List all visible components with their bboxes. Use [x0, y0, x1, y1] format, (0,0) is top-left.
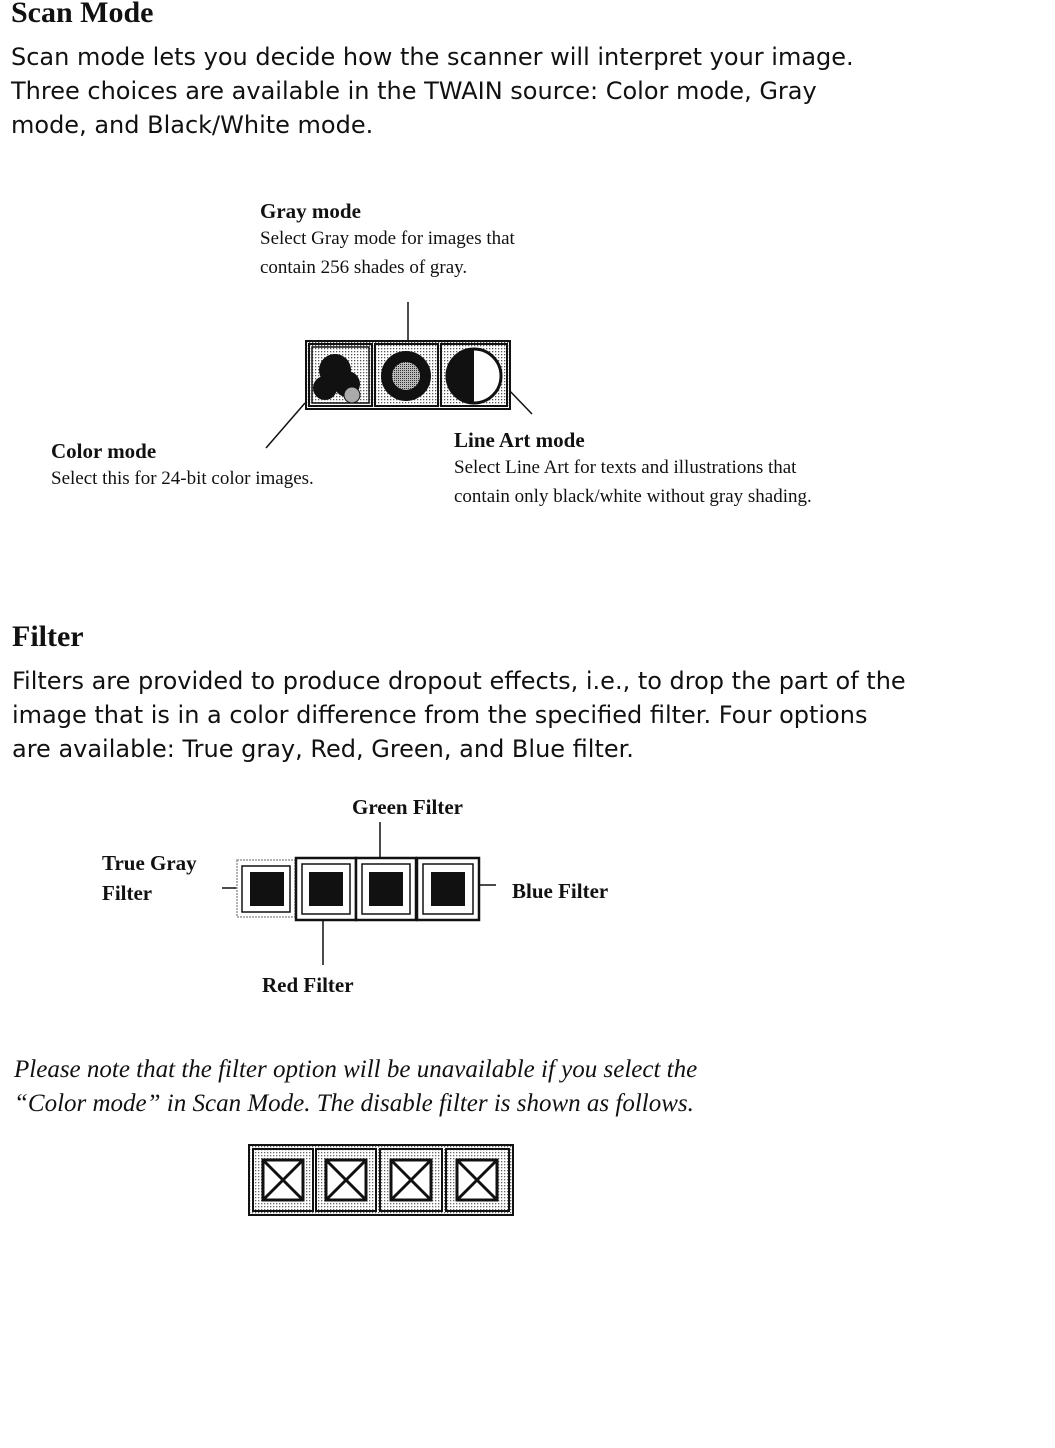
line-art-mode-leader [507, 388, 532, 414]
line-art-mode-icon[interactable] [441, 344, 507, 406]
scan-mode-line-3: mode, and Black/White mode. [11, 111, 374, 139]
disabled-filter-icon [446, 1149, 509, 1211]
scan-mode-line-1: Scan mode lets you decide how the scanner will interpret your image. [11, 43, 854, 71]
line-art-mode-desc-1: Select Line Art for texts and illustrations that [454, 457, 797, 478]
scan-mode-heading: Scan Mode [11, 0, 154, 29]
color-mode-caption [51, 438, 314, 493]
red-filter-icon[interactable] [296, 858, 356, 920]
true-gray-filter-label-line-1: True Gray [102, 851, 197, 875]
line-art-mode-caption [454, 427, 812, 511]
filter-heading: Filter [12, 620, 84, 653]
true-gray-filter-label [102, 848, 197, 908]
line-art-mode-desc-2: contain only black/white without gray shading. [454, 486, 812, 507]
blue-filter-icon[interactable] [417, 858, 479, 920]
true-gray-filter-label-line-2: Filter [102, 881, 153, 905]
gray-mode-icon[interactable] [375, 344, 438, 406]
scan-mode-paragraph [11, 40, 854, 142]
filter-note-line-2: “Color mode” in Scan Mode. The disable filter is shown as follows. [14, 1090, 694, 1117]
green-filter-icon[interactable] [356, 858, 416, 920]
filter-note-line-1: Please note that the filter option will be unavailable if you select the [14, 1056, 698, 1083]
filter-paragraph [12, 664, 906, 766]
disabled-filter-icon [380, 1149, 442, 1211]
green-filter-label: Green Filter [352, 795, 463, 819]
disabled-filter-icon [253, 1149, 313, 1211]
red-filter-label: Red Filter [262, 973, 354, 997]
filter-line-2: image that is in a color difference from the specified filter. Four options [12, 701, 868, 729]
filter-line-3: are available: True gray, Red, Green, and Blue filter. [12, 735, 634, 763]
color-mode-title: Color mode [51, 439, 157, 463]
filter-note [14, 1053, 697, 1121]
filter-line-1: Filters are provided to produce dropout effects, i.e., to drop the part of the [12, 667, 906, 695]
blue-filter-label: Blue Filter [512, 879, 609, 903]
color-mode-desc: Select this for 24-bit color images. [51, 468, 314, 489]
line-art-mode-title: Line Art mode [454, 428, 585, 452]
true-gray-filter-icon[interactable] [237, 860, 295, 917]
scan-mode-line-2: Three choices are available in the TWAIN source: Color mode, Gray [11, 77, 817, 105]
gray-mode-caption [260, 198, 515, 282]
gray-mode-desc-2: contain 256 shades of gray. [260, 257, 468, 278]
color-mode-icon[interactable] [309, 344, 372, 406]
gray-mode-desc-1: Select Gray mode for images that [260, 228, 515, 249]
disabled-filter-icon [316, 1149, 376, 1211]
gray-mode-title: Gray mode [260, 199, 361, 223]
